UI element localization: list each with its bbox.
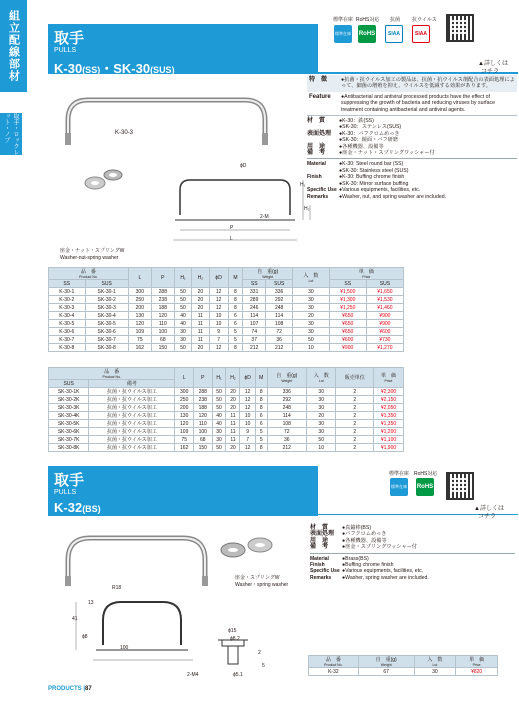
table-cell: ¥650	[329, 312, 366, 320]
k30-model: K-30(SS)・SK-30(SUS)	[54, 61, 175, 76]
table-cell: ¥600	[329, 336, 366, 344]
table-cell: ¥600	[366, 328, 403, 336]
k32-title: 取手	[54, 472, 85, 489]
table-cell: K-30-8	[49, 344, 86, 352]
table-cell: 2	[336, 388, 374, 396]
table-cell: 2	[336, 396, 374, 404]
table-cell: 30	[306, 396, 335, 404]
table-cell: 2	[336, 420, 374, 428]
table-cell: ¥1,900	[374, 444, 404, 452]
table-cell: ¥1,460	[366, 304, 403, 312]
table-row	[49, 404, 404, 412]
table-cell: SK-30-4K	[49, 412, 89, 420]
table-cell: 114	[243, 312, 266, 320]
k30-subtitle: PULLS	[54, 47, 77, 54]
k32-qr-code-icon[interactable]	[446, 472, 474, 500]
lot-cell: 30	[293, 288, 330, 296]
table-cell: 11	[226, 420, 240, 428]
table-cell: 162	[175, 444, 194, 452]
table-cell: 10	[306, 444, 335, 452]
lot-cell: 10	[293, 344, 330, 352]
table-cell: 7	[240, 436, 255, 444]
table-cell: 36	[266, 336, 293, 344]
table-cell: 抗菌・抗ウイルス加工	[89, 420, 175, 428]
table-cell: 212	[243, 344, 266, 352]
table-cell: 抗菌・抗ウイルス加工	[89, 428, 175, 436]
table-cell: ¥1,270	[366, 344, 403, 352]
table-row	[49, 304, 404, 312]
table-row	[49, 420, 404, 428]
table-cell: SK-30-1K	[49, 388, 89, 396]
k32-stock-icon: 標準在庫	[390, 478, 408, 496]
table-cell: ¥2,300	[374, 388, 404, 396]
lot-cell: 30	[293, 296, 330, 304]
table-cell: 6	[255, 412, 267, 420]
table-cell: 37	[243, 336, 266, 344]
table-cell: ¥1,100	[374, 436, 404, 444]
k32-subtitle: PULLS	[54, 489, 77, 496]
table-cell: 10	[209, 320, 228, 328]
table-cell: 114	[266, 312, 293, 320]
drawing-label: K-30-3	[115, 130, 134, 136]
table-cell: 5	[228, 336, 243, 344]
table-cell: ¥650	[329, 320, 366, 328]
table-cell: SK-30-6	[85, 328, 128, 336]
table-cell: 抗菌・抗ウイルス加工	[89, 404, 175, 412]
table-cell: ¥1,200	[374, 428, 404, 436]
stock-icon: 標準在庫	[334, 25, 352, 43]
table-cell: SK-30-1	[85, 288, 128, 296]
table-cell: ¥730	[366, 336, 403, 344]
dim-h2: H₂	[304, 206, 310, 212]
table-cell: 40	[174, 320, 191, 328]
table-cell: 50	[174, 344, 191, 352]
dim-h1: H₁	[300, 182, 306, 188]
category-tab[interactable]: 組立配線部材	[0, 0, 27, 92]
rohs-icon: RoHS	[358, 25, 376, 43]
table-cell: 12	[240, 388, 255, 396]
table-cell: 9	[209, 328, 228, 336]
table-cell: 12	[240, 444, 255, 452]
table-cell: 10	[209, 312, 228, 320]
k32-dim-13: 13	[88, 600, 94, 606]
table-cell: 50	[212, 404, 226, 412]
table-cell: 5	[255, 436, 267, 444]
table-cell: 30	[174, 336, 191, 344]
table-row	[49, 436, 404, 444]
table-cell: 30	[306, 420, 335, 428]
table-cell: 72	[267, 428, 306, 436]
lot-cell: 30	[293, 320, 330, 328]
table-cell: 336	[267, 388, 306, 396]
k30-spec: 特 徴 ●抗菌・抗ウイルス加工の製品は、抗菌・抗ウイルス剤配合の表面処理によって、細菌の増殖を抑え、ウイルスを低減する効果があります。 Feature ●Antibacterial and antiviral processed products have the effect of suppressing the growth of bacteria and reducing viruses by surface treatment containing antibacterial and antiviral agents. 材 質 ●K-30：鉄(SS) ●SK-30：ステンレス(SUS) 表面処理 ●K-30：バフクロムめっき ●SK-30：鏡面・バフ研磨 用 途 ●各種機器、設備等 備 考 ●座金・ナット・スプリングワッシャー付 Material ●K-30: Steel round bar (SS) ●SK-30: Stainless steel (SUS) Finish ●K-30: Buffing chrome finish ●SK-30: Mirror surface buffing Specific Use ●Various equipments, facilities, etc. Remarks ●Washer, nut, and spring washer are included.	[307, 75, 517, 200]
table-cell: 20	[192, 296, 209, 304]
table-cell: 30	[306, 388, 335, 396]
table-cell: 68	[151, 336, 174, 344]
table-cell: 150	[151, 344, 174, 352]
table-cell: SK-30-8K	[49, 444, 89, 452]
k32-dim-41: 41	[72, 616, 78, 622]
table-cell: 200	[175, 404, 194, 412]
table-cell: 11	[226, 428, 240, 436]
dim-l: L	[230, 236, 233, 242]
table-cell: 40	[212, 412, 226, 420]
table-cell: 抗菌・抗ウイルス加工	[89, 436, 175, 444]
table-cell: 120	[193, 412, 212, 420]
table-cell: 20	[192, 288, 209, 296]
table-cell: 12	[209, 288, 228, 296]
table-cell: 30	[174, 328, 191, 336]
table-row	[49, 344, 404, 352]
table-cell: 109	[128, 328, 151, 336]
dim-d: ϕD	[240, 163, 247, 169]
table-cell: 2	[336, 436, 374, 444]
table-row	[49, 444, 404, 452]
k32-dim-51: ϕ5.1	[233, 672, 243, 678]
lot-cell: 50	[293, 336, 330, 344]
table-cell: 10	[240, 420, 255, 428]
table-row	[49, 428, 404, 436]
table-cell: 11	[192, 328, 209, 336]
table-cell: K-30-1	[49, 288, 86, 296]
table-row	[49, 328, 404, 336]
table-cell: 11	[226, 436, 240, 444]
table-cell: 238	[193, 396, 212, 404]
table-cell: 36	[267, 436, 306, 444]
table-cell: 188	[193, 404, 212, 412]
table-cell: 289	[243, 296, 266, 304]
sk30k-price-table: 品 番 Product No. L P H₁ H₂ ϕD M 自 重(g) Weight 入 数 Lot 販売単位 単 価 Price SUS 備考 SK-30-1K 抗菌・抗ウイルス加工 300 288 50 20 12 8 336 30 2 ¥2,300 SK-30-2K 抗菌・抗ウイルス加工 250 238 50 20 12 8 292 30 2 ¥2,150 SK-30-3K 抗菌・抗ウイルス加工 200 188 50 20 12 8 248 30 2 ¥2,050 SK-30-4K 抗菌・抗ウイルス加工 130 120 40 11 10 6 114 20 2 ¥1,350 SK-30-5K 抗菌・抗ウイルス加工 120 110 40 11 10 6 108 30 2 ¥1,350 SK-30-6K 抗菌・抗ウイルス加工 109 100 30 11 9 5 72 30 2 ¥1,200 SK-30-7K 抗菌・抗ウイルス加工 75 68 30 11 7 5 36 50 2 ¥1,100 SK-30-8K 抗菌・抗ウイルス加工 162 150 50 20 12 8 212 10 2 ¥1,900	[48, 367, 404, 452]
siaa-antibac-icon: SIAA	[385, 25, 403, 43]
table-cell: SK-30-2K	[49, 396, 89, 404]
table-row	[49, 296, 404, 304]
table-row	[49, 288, 404, 296]
cert-label-stock: 標準在庫	[333, 17, 354, 23]
table-cell: ¥1,650	[366, 288, 403, 296]
table-cell: 188	[151, 304, 174, 312]
table-cell: 11	[192, 320, 209, 328]
table-cell: 12	[240, 396, 255, 404]
table-cell: 10	[240, 412, 255, 420]
k32-model: K-32(BS)	[54, 500, 101, 515]
table-cell: 7	[209, 336, 228, 344]
table-cell: SK-30-7K	[49, 436, 89, 444]
table-cell: ¥900	[366, 312, 403, 320]
table-cell: 74	[243, 328, 266, 336]
table-cell: 5	[255, 428, 267, 436]
table-cell: 336	[266, 288, 293, 296]
table-cell: 108	[266, 320, 293, 328]
table-row	[49, 312, 404, 320]
k32-details-link[interactable]: ▲詳しくは	[474, 506, 504, 512]
table-cell: SK-30-5	[85, 320, 128, 328]
subcategory-tab[interactable]: 取手・ロックレット・ノブ	[0, 113, 22, 155]
table-cell: 108	[267, 420, 306, 428]
table-cell: 120	[128, 320, 151, 328]
table-cell: 8	[255, 444, 267, 452]
table-cell: 200	[128, 304, 151, 312]
k30-title: 取手	[54, 30, 85, 47]
table-cell: 20	[192, 344, 209, 352]
table-cell: 12	[209, 296, 228, 304]
k32-dim-82: ϕ8.2	[230, 636, 240, 642]
table-cell: 75	[175, 436, 194, 444]
table-cell: ¥1,350	[374, 420, 404, 428]
table-cell: 50	[174, 296, 191, 304]
k32-rohs-icon: RoHS	[416, 478, 434, 496]
table-cell: 50	[306, 436, 335, 444]
details-link-2[interactable]: コチラ	[481, 69, 500, 75]
table-cell: SK-30-8	[85, 344, 128, 352]
table-cell: 2	[336, 404, 374, 412]
k32-title-band	[48, 466, 318, 516]
table-cell: SK-30-7	[85, 336, 128, 344]
table-row	[49, 320, 404, 328]
k32-price-table: 品 番 Product No. 自 重(g) Weight 入 数 Lot 単 価 Price K-32 67 30 ¥820	[308, 655, 498, 676]
table-cell: 20	[226, 388, 240, 396]
k32-dim-8: ϕ8	[82, 634, 88, 640]
table-cell: K-30-5	[49, 320, 86, 328]
k32-dim-100: 100	[120, 645, 129, 651]
siaa-antivirus-icon: SIAA	[412, 25, 430, 43]
k32-washer-caption-en: Washer・spring washer	[235, 582, 289, 588]
table-row: K-32 67 30 ¥820	[309, 668, 498, 676]
table-cell: 250	[175, 396, 194, 404]
table-cell: 6	[228, 320, 243, 328]
table-cell: 75	[128, 336, 151, 344]
table-cell: 248	[266, 304, 293, 312]
table-cell: 107	[243, 320, 266, 328]
table-row	[49, 388, 404, 396]
k32-dim-2: 2	[258, 650, 261, 656]
table-cell: 68	[193, 436, 212, 444]
table-cell: 248	[267, 404, 306, 412]
table-cell: 331	[243, 288, 266, 296]
table-cell: 抗菌・抗ウイルス加工	[89, 396, 175, 404]
table-cell: 2	[336, 412, 374, 420]
dim-p: P	[230, 225, 234, 231]
table-cell: 40	[212, 420, 226, 428]
table-cell: 288	[193, 388, 212, 396]
table-cell: 130	[128, 312, 151, 320]
table-cell: 162	[128, 344, 151, 352]
table-cell: 11	[192, 336, 209, 344]
table-cell: K-30-3	[49, 304, 86, 312]
table-cell: 100	[193, 428, 212, 436]
qr-code-icon[interactable]	[446, 14, 474, 42]
k32-details-link-2[interactable]: コチラ	[478, 514, 497, 520]
k30-drawing	[55, 75, 315, 250]
table-cell: 120	[151, 312, 174, 320]
lot-cell: 30	[293, 304, 330, 312]
table-cell: 120	[175, 420, 194, 428]
table-cell: 8	[228, 344, 243, 352]
table-cell: 6	[255, 420, 267, 428]
table-cell: 288	[151, 288, 174, 296]
table-cell: 110	[193, 420, 212, 428]
cert-label-antivirus: 抗ウイルス	[412, 17, 437, 23]
table-cell: 抗菌・抗ウイルス加工	[89, 388, 175, 396]
table-cell: 8	[228, 288, 243, 296]
details-link[interactable]: ▲詳しくは	[478, 61, 508, 67]
table-cell: 300	[175, 388, 194, 396]
table-cell: 30	[212, 428, 226, 436]
table-cell: 238	[151, 296, 174, 304]
table-cell: 114	[267, 412, 306, 420]
table-cell: K-30-2	[49, 296, 86, 304]
table-cell: 30	[212, 436, 226, 444]
k32-dim-r18: R18	[112, 585, 122, 591]
table-cell: 109	[175, 428, 194, 436]
table-cell: ¥2,050	[374, 404, 404, 412]
table-row	[49, 412, 404, 420]
k32-spec: 材 質 ●真鍮棒(BS) 表面処理 ●バフクロムめっき 用 途 ●各種機器、設備等 備 考 ●座金・スプリングワッシャー付 Material ●Brass(BS) Finish ●Buffing chrome finish Specific Use ●Various equipments, facilities, etc. Remarks ●Washer, spring washer are included.	[310, 525, 515, 581]
table-cell: 50	[212, 396, 226, 404]
k32-washer-caption: 座金・スプリングW	[235, 575, 280, 581]
table-cell: 8	[255, 396, 267, 404]
table-cell: SK-30-3	[85, 304, 128, 312]
k30-title-band	[48, 24, 318, 74]
table-cell: 抗菌・抗ウイルス加工	[89, 412, 175, 420]
lot-cell: 30	[293, 328, 330, 336]
washer-caption-en: Washer-nut-spring washer	[60, 255, 119, 261]
table-cell: 50	[174, 304, 191, 312]
table-cell: 20	[226, 404, 240, 412]
table-cell: 20	[226, 444, 240, 452]
table-cell: 12	[209, 304, 228, 312]
table-cell: SK-30-5K	[49, 420, 89, 428]
page-footer: PRODUCTS |87	[48, 686, 92, 692]
table-cell: 100	[151, 328, 174, 336]
k32-cert-label-rohs: RoHS対応	[414, 471, 438, 477]
table-cell: SK-30-2	[85, 296, 128, 304]
cert-label-rohs: RoHS対応	[356, 17, 380, 23]
table-cell: 130	[175, 412, 194, 420]
k32-cert-label-stock: 標準在庫	[389, 471, 410, 477]
table-cell: 11	[192, 312, 209, 320]
table-cell: ¥1,530	[366, 296, 403, 304]
table-cell: ¥1,250	[329, 304, 366, 312]
table-cell: ¥650	[329, 328, 366, 336]
k30-price-table: 品 番 Product No. L P H₁ H₂ ϕD M 自 重(g) Weight 入 数 Lot 単 価 Price SS SUS SS SUS SS SUS K-30-1 SK-30-1 300 288 50 20 12 8 331 336 30 ¥1,500 ¥1,650 K-30-2 SK-30-2 250 238 50 20 12 8 289 292 30 ¥1,300 ¥1,530 K-30-3 SK-30-3 200 188 50 20 12 8 246 248 30 ¥1,250 ¥1,460 K-30-4 SK-30-4 130 120 40 11 10 6 114 114 20 ¥650 ¥900 K-30-5 SK-30-5 120 110 40 11 10 6 107 108 30 ¥650 ¥900 K-30-6 SK-30-6 109 100 30 11 9 5 74 72 30 ¥650 ¥600 K-30-7 SK-30-7 75 68 30 11 7 5 37 36 50 ¥600 ¥730 K-30-8 SK-30-8 162 150 50 20 12 8 212 212 10 ¥900 ¥1,270	[48, 267, 404, 352]
table-cell: 2	[336, 428, 374, 436]
table-cell: ¥2,150	[374, 396, 404, 404]
table-cell: 8	[228, 296, 243, 304]
table-cell: 72	[266, 328, 293, 336]
table-cell: 246	[243, 304, 266, 312]
table-cell: 20	[192, 304, 209, 312]
k32-dim-15: ϕ15	[228, 628, 237, 634]
washer-caption: 座金・ナット・スプリングW	[60, 248, 125, 254]
table-cell: ¥900	[366, 320, 403, 328]
table-cell: 50	[212, 444, 226, 452]
table-cell: ¥1,350	[374, 412, 404, 420]
table-cell: 212	[266, 344, 293, 352]
table-cell: 2	[336, 444, 374, 452]
table-cell: ¥1,300	[329, 296, 366, 304]
table-cell: 40	[174, 312, 191, 320]
cert-label-antibac: 抗菌	[390, 17, 401, 23]
table-cell: 150	[193, 444, 212, 452]
table-cell: 50	[212, 388, 226, 396]
table-cell: 11	[226, 412, 240, 420]
table-cell: 6	[228, 312, 243, 320]
table-cell: SK-30-6K	[49, 428, 89, 436]
table-cell: 292	[266, 296, 293, 304]
table-row	[49, 396, 404, 404]
table-cell: 30	[306, 428, 335, 436]
table-cell: 50	[174, 288, 191, 296]
table-cell: SK-30-4	[85, 312, 128, 320]
k32-dim-m4: 2-M4	[187, 672, 199, 678]
table-cell: 20	[226, 396, 240, 404]
table-cell: ¥900	[329, 344, 366, 352]
table-cell: 250	[128, 296, 151, 304]
table-cell: 5	[228, 328, 243, 336]
table-cell: 抗菌・抗ウイルス加工	[89, 444, 175, 452]
table-cell: 300	[128, 288, 151, 296]
table-cell: ¥1,500	[329, 288, 366, 296]
table-cell: 20	[306, 412, 335, 420]
table-cell: 9	[240, 428, 255, 436]
table-cell: 292	[267, 396, 306, 404]
table-cell: 12	[240, 404, 255, 412]
table-cell: K-30-7	[49, 336, 86, 344]
lot-cell: 20	[293, 312, 330, 320]
table-cell: K-30-4	[49, 312, 86, 320]
table-cell: 8	[255, 404, 267, 412]
table-cell: SK-30-3K	[49, 404, 89, 412]
table-cell: 8	[228, 304, 243, 312]
k32-dim-5: 5	[262, 663, 265, 669]
table-row	[49, 336, 404, 344]
dim-m: 2-M	[260, 214, 269, 220]
table-cell: 8	[255, 388, 267, 396]
table-cell: 212	[267, 444, 306, 452]
table-cell: 110	[151, 320, 174, 328]
table-cell: 12	[209, 344, 228, 352]
table-cell: K-30-6	[49, 328, 86, 336]
table-cell: 30	[306, 404, 335, 412]
th-product: 品 番 Product No.	[49, 268, 129, 280]
